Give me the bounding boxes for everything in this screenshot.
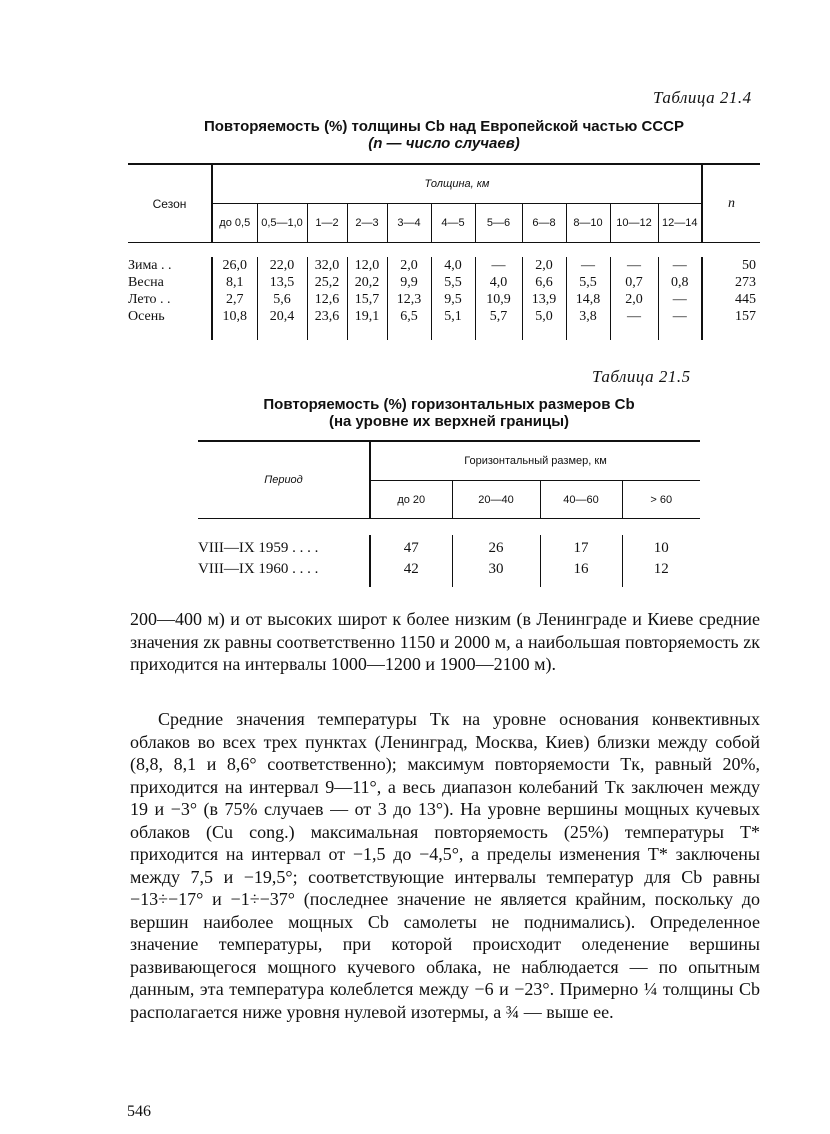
- value-cell: 17: [540, 535, 622, 561]
- table-21-4-n-header: n: [702, 164, 760, 243]
- period-cell: VIII—IX 1959 . . . .: [198, 535, 370, 561]
- table-21-4-interval-header: 8—10: [566, 204, 610, 243]
- count-cell: 445: [702, 291, 760, 308]
- value-cell: 5,6: [257, 291, 307, 308]
- value-cell: 30: [452, 561, 540, 587]
- value-cell: 19,1: [347, 308, 387, 340]
- value-cell: 6,6: [522, 274, 566, 291]
- table-21-5-title-line1: Повторяемость (%) горизонтальных размеров Cb: [263, 396, 635, 413]
- table-21-4-interval-header: 12—14: [662, 217, 698, 229]
- table-21-4: [128, 163, 760, 340]
- value-cell: 15,7: [347, 291, 387, 308]
- table-21-4-interval-header: 6—8: [522, 204, 566, 243]
- value-cell: 10: [653, 539, 669, 556]
- table-row: [128, 257, 760, 274]
- value-cell: 20,2: [347, 274, 387, 291]
- table-21-5-interval-header: 40—60: [540, 481, 622, 519]
- value-cell: 2,0: [387, 257, 431, 274]
- value-cell: 13,5: [257, 274, 307, 291]
- table-21-5-interval-header: 20—40: [452, 481, 540, 519]
- value-cell: 13,9: [522, 291, 566, 308]
- value-cell: 12: [653, 561, 669, 577]
- table-row: [198, 561, 700, 587]
- table-21-5-title: [198, 396, 700, 430]
- value-cell: 10,9: [475, 291, 522, 308]
- value-cell: 4,0: [475, 274, 522, 291]
- table-row: [128, 291, 760, 308]
- value-cell: 47: [370, 535, 452, 561]
- table-21-5-interval-header: > 60: [650, 493, 673, 506]
- table-21-4-season-header: Сезон: [128, 164, 212, 243]
- table-21-5-interval-header: до 20: [370, 481, 452, 519]
- value-cell: 26,0: [212, 257, 257, 274]
- value-cell: 5,5: [431, 274, 475, 291]
- table-21-5-caption: Таблица 21.5: [592, 367, 691, 386]
- table-21-5-size-header: Горизонтальный размер, км: [370, 441, 700, 481]
- count-cell: 50: [702, 257, 760, 274]
- table-row: [128, 308, 760, 340]
- count-cell: 157: [702, 308, 760, 340]
- count-cell: 273: [702, 274, 760, 291]
- value-cell: 16: [540, 561, 622, 587]
- table-21-4-header-rule: [128, 243, 760, 258]
- page-number: 546: [127, 1103, 151, 1120]
- value-cell: 12,3: [387, 291, 431, 308]
- value-cell: 25,2: [307, 274, 347, 291]
- value-cell: —: [672, 292, 687, 307]
- table-21-4-interval-header: до 0,5: [212, 204, 257, 243]
- value-cell: 9,9: [387, 274, 431, 291]
- season-cell: Весна: [128, 274, 212, 291]
- value-cell: 0,7: [610, 274, 658, 291]
- paragraph: 200—400 м) и от высоких широт к более низким (в Ленинграде и Киеве средние значения zк равны соответственно 1150 и 2000 м, а наибольшая повторяемость zк приходится на интервалы 1000—1200 и 1900—2100 м).: [130, 609, 760, 674]
- table-21-4-interval-header: 1—2: [307, 204, 347, 243]
- value-cell: 10,8: [212, 308, 257, 340]
- table-21-4-interval-header: 5—6: [475, 204, 522, 243]
- table-row: [128, 274, 760, 291]
- value-cell: 5,1: [431, 308, 475, 340]
- value-cell: 3,8: [566, 308, 610, 340]
- season-cell: Осень: [128, 308, 212, 340]
- value-cell: —: [672, 309, 687, 324]
- value-cell: 42: [370, 561, 452, 587]
- value-cell: 2,0: [610, 291, 658, 308]
- value-cell: 8,1: [212, 274, 257, 291]
- table-21-4-title-line2: (n — число случаев): [368, 135, 520, 152]
- value-cell: 12,6: [307, 291, 347, 308]
- value-cell: —: [610, 257, 658, 274]
- value-cell: 32,0: [307, 257, 347, 274]
- table-21-4-interval-header: 3—4: [387, 204, 431, 243]
- value-cell: —: [610, 308, 658, 340]
- table-21-5-period-header: Период: [198, 441, 370, 519]
- value-cell: —: [566, 257, 610, 274]
- table-21-4-interval-header: 0,5—1,0: [257, 204, 307, 243]
- value-cell: 26: [452, 535, 540, 561]
- value-cell: 9,5: [431, 291, 475, 308]
- table-21-5-header-rule: [198, 519, 700, 536]
- table-row: [198, 535, 700, 561]
- value-cell: 14,8: [566, 291, 610, 308]
- table-21-4-thickness-header: Толщина, км: [212, 164, 702, 204]
- season-cell: Зима . .: [128, 257, 212, 274]
- value-cell: —: [672, 258, 687, 273]
- value-cell: 4,0: [431, 257, 475, 274]
- table-21-4-interval-header: 2—3: [347, 204, 387, 243]
- table-21-4-interval-header: 10—12: [610, 204, 658, 243]
- season-cell: Лето . .: [128, 291, 212, 308]
- value-cell: 5,7: [475, 308, 522, 340]
- table-21-5: [198, 440, 700, 587]
- value-cell: 22,0: [257, 257, 307, 274]
- table-21-4-title: [128, 118, 760, 152]
- value-cell: 2,0: [522, 257, 566, 274]
- table-21-4-interval-header: 4—5: [431, 204, 475, 243]
- value-cell: 20,4: [257, 308, 307, 340]
- table-21-5-title-line2: (на уровне их верхней границы): [328, 413, 570, 430]
- paragraph: Средние значения температуры Tк на уровне основания конвективных облаков во всех трех пунктах (Ленинград, Москва, Киев) близки между собой (8,8, 8,1 и 8,6° соответственно); максимум повторяемости Tк, равный 20%, приходится на интервал 9—11°, а весь диапазон колебаний Tк заключен между 19 и −3° (в 75% случаев — от 3 до 13°). На уровне вершины мощных кучевых облаков (Cu cong.) максимальная повторяемость (25%) температуры T* приходится на интервал от −1,5 до −4,5°, а пределы изменения T* заключены между 7,5 и −19,5°; соответствующие интервалы температур для Cb равны −13÷−17° и −1÷−37° (последнее значение не является крайним, поскольку до вершин наиболее мощных Cb самолеты не поднимались). Определенное значение температуры, при которой происходит оледенение вершины развивающегося мощного кучевого облака, не наблюдается — по опытным данным, эта температура колеблется между −6 и −23°. Примерно ¼ толщины Cb располагается ниже уровня нулевой изотермы, а ¾ — выше ее.: [130, 709, 760, 1022]
- value-cell: 2,7: [212, 291, 257, 308]
- value-cell: 0,8: [671, 275, 689, 290]
- value-cell: 12,0: [347, 257, 387, 274]
- table-21-4-title-line1: Повторяемость (%) толщины Cb над Европейской частью СССР: [203, 118, 685, 135]
- period-cell: VIII—IX 1960 . . . .: [198, 561, 370, 587]
- value-cell: 6,5: [387, 308, 431, 340]
- value-cell: 5,0: [522, 308, 566, 340]
- value-cell: 5,5: [566, 274, 610, 291]
- value-cell: 23,6: [307, 308, 347, 340]
- table-21-4-caption: Таблица 21.4: [653, 88, 752, 107]
- value-cell: —: [475, 257, 522, 274]
